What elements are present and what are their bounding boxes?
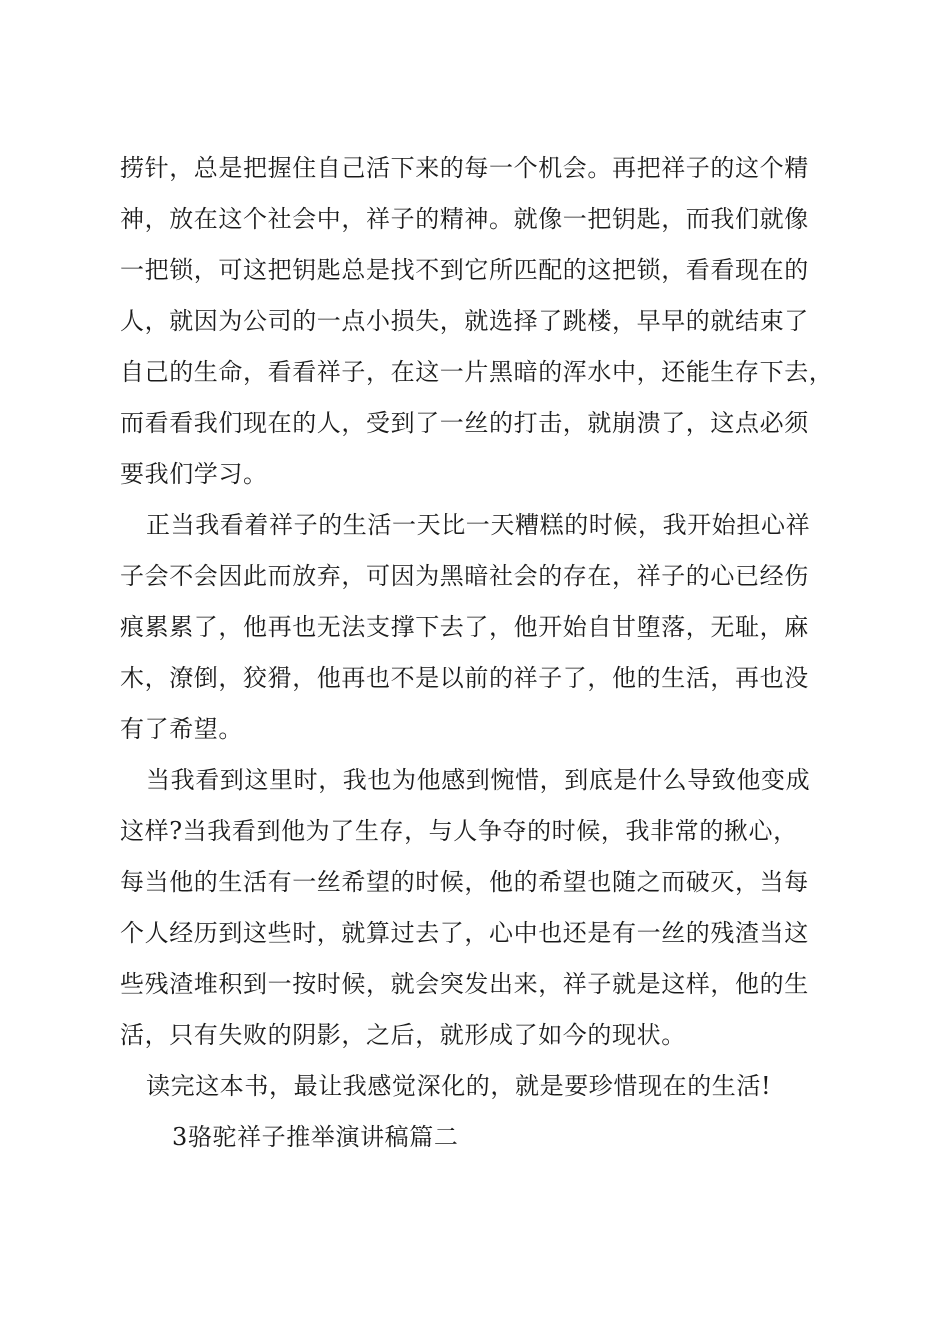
text-line: 要我们学习。	[120, 460, 268, 488]
text-line: 木，潦倒，狡猾，他再也不是以前的祥子了，他的生活，再也没	[120, 664, 809, 692]
section-heading: 3骆驼祥子推举演讲稿篇二	[172, 1123, 459, 1151]
text-line: 有了希望。	[120, 715, 243, 743]
text-line: 这样?当我看到他为了生存，与人争夺的时候，我非常的揪心，	[120, 817, 798, 845]
text-line: 神，放在这个社会中，祥子的精神。就像一把钥匙，而我们就像	[120, 205, 809, 233]
paragraph-start-line: 当我看到这里时，我也为他感到惋惜，到底是什么导致他变成	[146, 766, 811, 794]
text-line: 痕累累了，他再也无法支撑下去了，他开始自甘堕落，无耻，麻	[120, 613, 809, 641]
text-line: 一把锁，可这把钥匙总是找不到它所匹配的这把锁，看看现在的	[120, 256, 809, 284]
text-line: 活，只有失败的阴影，之后，就形成了如今的现状。	[120, 1021, 686, 1049]
paragraph-start-line: 正当我看着祥子的生活一天比一天糟糕的时候，我开始担心祥	[146, 511, 811, 539]
text-line: 人，就因为公司的一点小损失，就选择了跳楼，早早的就结束了	[120, 307, 809, 335]
text-line: 捞针，总是把握住自己活下来的每一个机会。再把祥子的这个精	[120, 154, 809, 182]
text-line: 而看看我们现在的人，受到了一丝的打击，就崩溃了，这点必须	[120, 409, 809, 437]
text-line: 每当他的生活有一丝希望的时候，他的希望也随之而破灭，当每	[120, 868, 809, 896]
text-line: 个人经历到这些时，就算过去了，心中也还是有一丝的残渣当这	[120, 919, 809, 947]
paragraph-start-line: 读完这本书，最让我感觉深化的，就是要珍惜现在的生活!	[146, 1072, 772, 1100]
text-line: 自己的生命，看看祥子，在这一片黑暗的浑水中，还能生存下去，	[120, 358, 834, 386]
text-line: 子会不会因此而放弃，可因为黑暗社会的存在，祥子的心已经伤	[120, 562, 809, 590]
text-line: 些残渣堆积到一按时候，就会突发出来，祥子就是这样，他的生	[120, 970, 809, 998]
